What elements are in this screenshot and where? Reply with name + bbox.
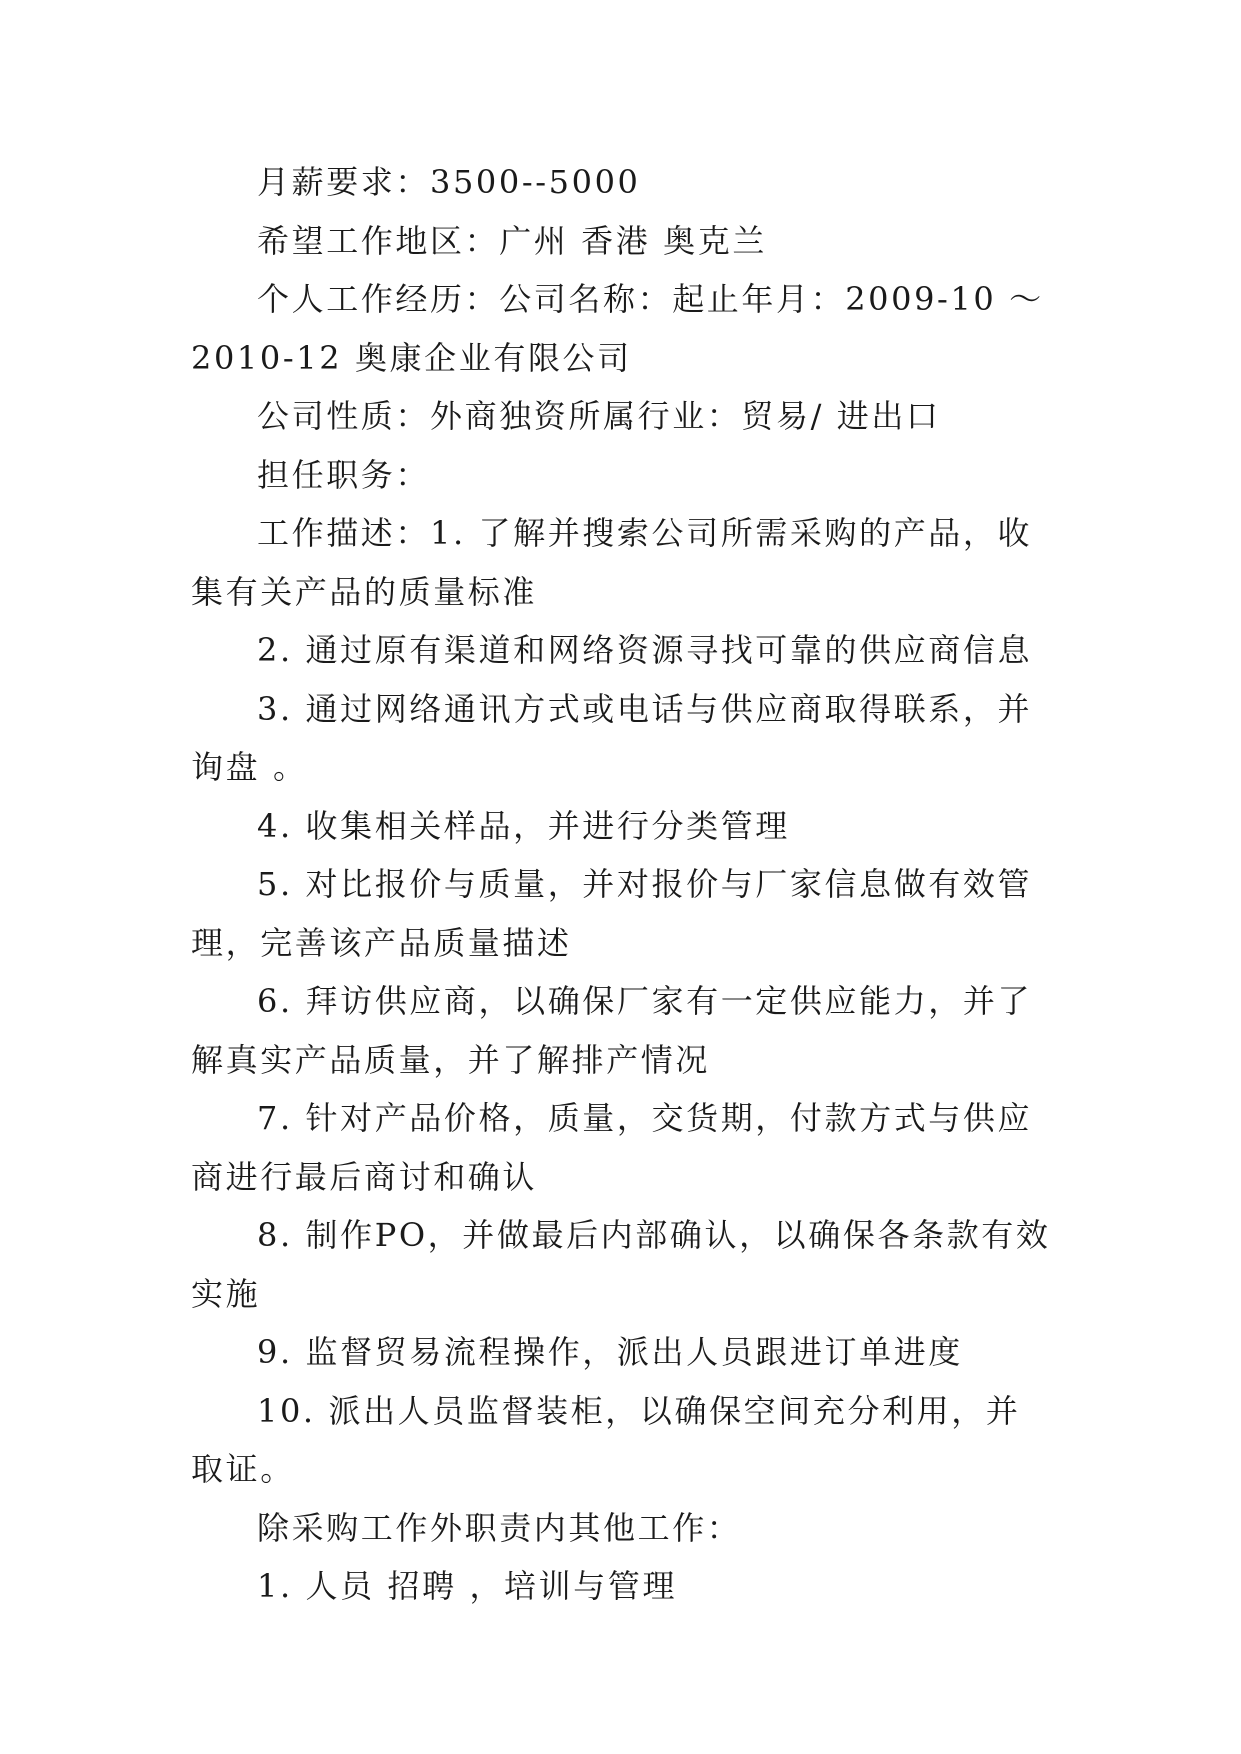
salary-requirement: 月薪要求：3500--5000 bbox=[257, 163, 641, 201]
job-description-item: 6. 拜访供应商，以确保厂家有一定供应能力，并了解真实产品质量，并了解排产情况 bbox=[191, 982, 1033, 1079]
job-description-item: 8. 制作PO，并做最后内部确认，以确保各条款有效实施 bbox=[191, 1216, 1051, 1313]
job-description-item: 10. 派出人员监督装柜，以确保空间充分利用，并取证。 bbox=[191, 1391, 1021, 1488]
job-description-item: 3. 通过网络通讯方式或电话与供应商取得联系，并 询盘 。 bbox=[191, 689, 1033, 786]
job-description-item: 4. 收集相关样品，并进行分类管理 bbox=[257, 806, 790, 845]
desired-work-location: 希望工作地区：广州 香港 奥克兰 bbox=[257, 221, 767, 260]
job-description-item: 2. 通过原有渠道和网络资源寻找可靠的供应商信息 bbox=[257, 631, 1033, 669]
other-duties-heading: 除采购工作外职责内其他工作： bbox=[257, 1508, 742, 1547]
company-nature: 公司性质：外商独资所属行业：贸易/ 进出口 bbox=[257, 397, 941, 435]
job-description-item: 工作描述：1. 了解并搜索公司所需采购的产品，收集有关产品的质量标准 bbox=[191, 514, 1033, 611]
other-duties-item: 1. 人员 招聘 ，培训与管理 bbox=[257, 1567, 678, 1605]
position-held: 担任职务： bbox=[257, 455, 431, 494]
job-description-item: 9. 监督贸易流程操作，派出人员跟进订单进度 bbox=[257, 1333, 963, 1371]
job-description-item: 7. 针对产品价格，质量，交货期，付款方式与供应商进行最后商讨和确认 bbox=[191, 1099, 1033, 1196]
work-experience-company: 个人工作经历：公司名称：起止年月：2009-10 ～ 2010-12 奥康企业有限公司 bbox=[191, 280, 1044, 377]
job-description-item: 5. 对比报价与质量，并对报价与厂家信息做有效管理，完善该产品质量描述 bbox=[191, 865, 1033, 962]
resume-text-body bbox=[191, 153, 1053, 1616]
